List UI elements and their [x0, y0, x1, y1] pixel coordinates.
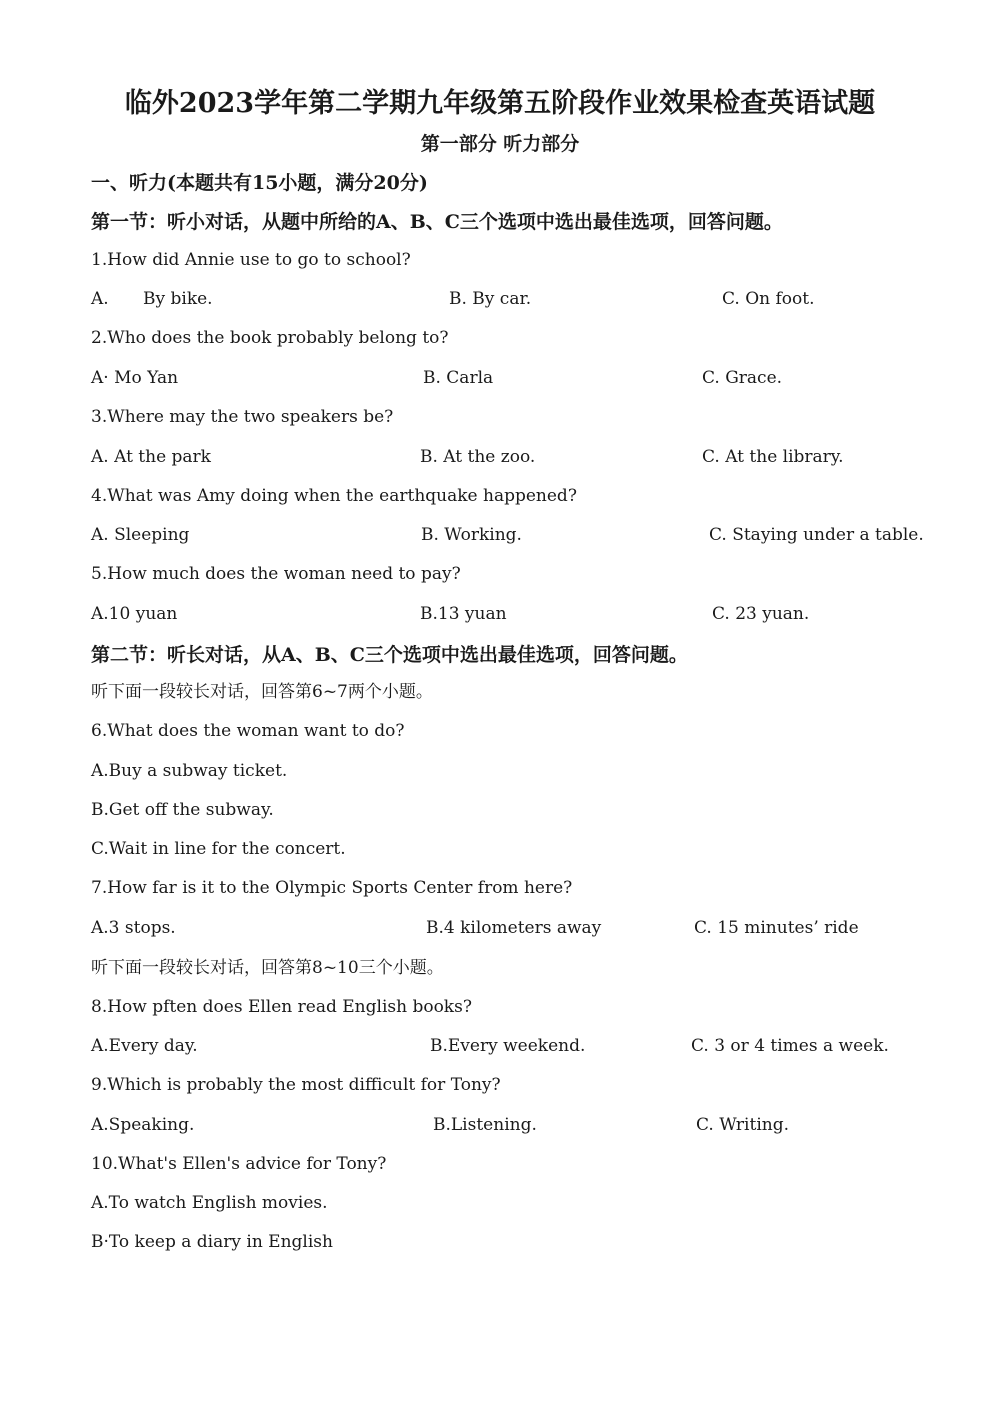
option-c: C. Grace.	[702, 368, 783, 388]
option-b: B·To keep a diary in English	[91, 1232, 333, 1252]
option-c: C. On foot.	[722, 289, 815, 309]
option-a: A. At the park	[91, 447, 211, 467]
option-a-label: A.	[91, 289, 109, 309]
option-c: C. 23 yuan.	[712, 604, 810, 624]
question-stem: 6.What does the woman want to do?	[91, 721, 405, 741]
subsection-heading: 第一节：听小对话，从题中所给的A、B、C三个选项中选出最佳选项，回答问题。	[91, 211, 783, 233]
section-heading: 一、听力(本题共有15小题，满分20分)	[91, 172, 428, 194]
option-c: C. Staying under a table.	[709, 525, 924, 545]
option-a: A.To watch English movies.	[91, 1193, 328, 1213]
question-stem: 8.How pften does Ellen read English books?	[91, 997, 472, 1017]
question-stem: 7.How far is it to the Olympic Sports Center from here?	[91, 878, 573, 898]
instruction: 听下面一段较长对话，回答第8~10三个小题。	[91, 958, 444, 978]
option-b: B. Working.	[421, 525, 522, 545]
option-a: A.3 stops.	[91, 918, 176, 938]
option-c: C.Wait in line for the concert.	[91, 839, 346, 859]
part-title: 第一部分 听力部分	[420, 133, 580, 155]
question-stem: 1.How did Annie use to go to school?	[91, 250, 411, 270]
question-stem: 5.How much does the woman need to pay?	[91, 564, 461, 584]
option-a: A.Speaking.	[91, 1115, 195, 1135]
option-b: B. By car.	[449, 289, 532, 309]
option-b: B. At the zoo.	[420, 447, 536, 467]
instruction: 听下面一段较长对话，回答第6~7两个小题。	[91, 682, 433, 702]
question-stem: 2.Who does the book probably belong to?	[91, 328, 449, 348]
option-b: B.13 yuan	[420, 604, 507, 624]
question-stem: 3.Where may the two speakers be?	[91, 407, 394, 427]
page-title: 临外2023学年第二学期九年级第五阶段作业效果检查英语试题	[124, 88, 876, 119]
option-a: A· Mo Yan	[91, 368, 179, 388]
subsection-heading: 第二节：听长对话，从A、B、C三个选项中选出最佳选项，回答问题。	[91, 644, 688, 666]
option-b: B.4 kilometers away	[426, 918, 602, 938]
question-stem: 4.What was Amy doing when the earthquake happened?	[91, 486, 577, 506]
option-b: B.Listening.	[433, 1115, 537, 1135]
question-stem: 10.What's Ellen's advice for Tony?	[91, 1154, 387, 1174]
option-a: A.Every day.	[91, 1036, 198, 1056]
option-b: B.Get off the subway.	[91, 800, 274, 820]
option-b: B. Carla	[423, 368, 494, 388]
option-a: A.10 yuan	[91, 604, 178, 624]
question-stem: 9.Which is probably the most difficult for Tony?	[91, 1075, 501, 1095]
option-c: C. At the library.	[702, 447, 844, 467]
option-c: C. 3 or 4 times a week.	[691, 1036, 889, 1056]
option-b: B.Every weekend.	[430, 1036, 586, 1056]
option-a: By bike.	[143, 289, 213, 309]
option-a: A. Sleeping	[91, 525, 190, 545]
option-a: A.Buy a subway ticket.	[91, 761, 288, 781]
option-c: C. Writing.	[696, 1115, 789, 1135]
option-c: C. 15 minutes’ ride	[694, 918, 859, 938]
